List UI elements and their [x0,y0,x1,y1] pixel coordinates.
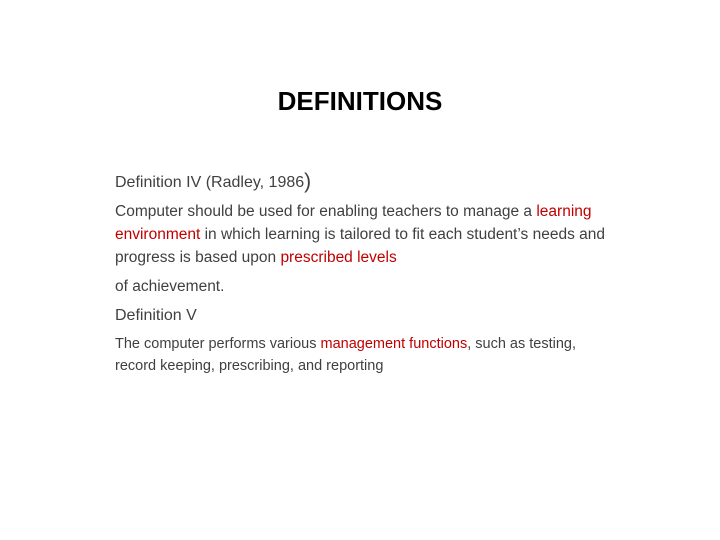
definition-iv-heading [115,170,615,195]
definition-v-text-part-2: , such as testing, record keeping, prescribing, and reporting [115,336,577,374]
definition-iv-citation: (Radley, 1986 [205,174,305,191]
definition-v-label: Definition V [115,307,197,324]
slide-body [115,170,615,377]
definition-iv-label: Definition IV [115,174,202,191]
definition-iv-text-part-2: in which learning is tailored to fit each student’s needs and progress is based upon [115,226,605,266]
definition-iv-text [115,200,615,298]
definition-v-text [115,333,605,377]
definition-iv-highlight-prescribed-levels: prescribed levels [280,249,397,266]
slide-title: DEFINITIONS [277,86,443,116]
definition-iv-citation-close: ) [304,170,312,193]
definition-v-heading [115,304,615,328]
definition-iv-text-part-1: Computer should be used for enabling teachers to manage a [115,203,533,220]
definition-iv-text-part-3: of achievement. [115,278,225,295]
definition-v-highlight-management-functions: management functions [320,336,468,352]
definition-iv-highlight-learning-environment: learning environment [115,203,592,243]
definition-v-text-part-1: The computer performs various [115,336,321,352]
